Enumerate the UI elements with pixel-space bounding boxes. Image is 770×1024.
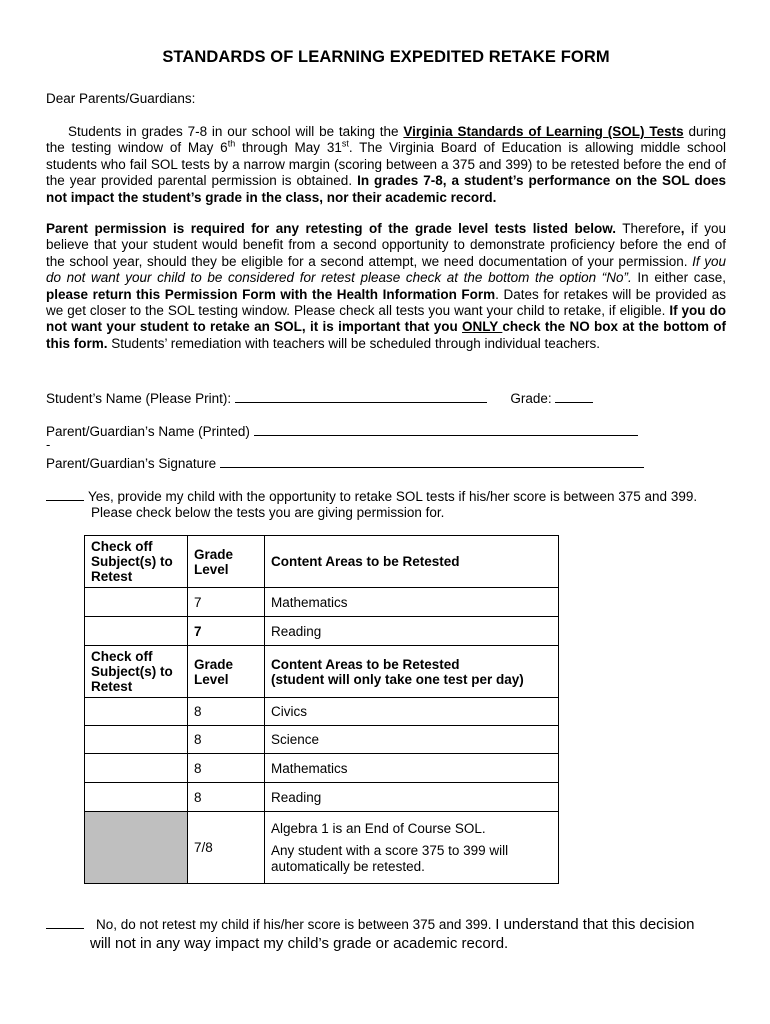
permission-text: if you believe that your student would benefit from a second opportunity to demonstrate proficiency before the end of the school year, should they be eligible for a second attempt, we need documentation of your permission. <box>46 221 726 269</box>
table-row <box>85 698 559 726</box>
grade-cell: 7 <box>188 588 265 617</box>
check-cell[interactable] <box>85 617 188 646</box>
no-option-subtext: will not in any way impact my child’s grade or academic record. <box>90 935 509 952</box>
table-row <box>85 783 559 812</box>
intro-text: . The Virginia Board of Education is allowing middle school students who fail SOL tests by a narrow margin (scoring between a 375 and 399) to be retested before the end of the year provided parental permission is obtained. <box>46 140 727 189</box>
check-cell[interactable] <box>85 726 188 754</box>
permission-text: In either case, <box>631 270 726 286</box>
content-cell: Mathematics <box>265 588 559 617</box>
grade-cell: 8 <box>188 754 265 783</box>
form-title: STANDARDS OF LEARNING EXPEDITED RETAKE FORM <box>162 48 610 66</box>
parent-signature-label: Parent/Guardian’s Signature <box>46 456 217 471</box>
grade-cell: 7/8 <box>188 812 265 884</box>
no-option-text-large: I understand that this decision <box>495 916 695 933</box>
only-emphasis: ONLY <box>462 319 503 335</box>
intro-text: during the testing window of May 6 <box>46 124 726 156</box>
check-cell[interactable] <box>85 698 188 726</box>
table-row <box>85 754 559 783</box>
parent-signature-row <box>46 455 644 471</box>
content-header <box>265 646 559 698</box>
algebra-note-line2: Any student with a score 375 to 399 will automatically be retested. <box>271 842 509 874</box>
grade-label: Grade: <box>510 391 552 406</box>
content-cell: Science <box>265 726 559 754</box>
intro-bold-text: In grades 7-8, a student’s performance on the SOL does not impact the student’s grade in the class, nor their academic record. <box>46 173 726 205</box>
permission-bold-text: If you do not want your student to retake an SOL, it is important that you <box>46 303 726 335</box>
algebra-note-cell <box>265 812 559 884</box>
student-name-row <box>46 390 593 406</box>
table-row <box>85 588 559 617</box>
content-cell: Reading <box>265 783 559 812</box>
check-cell[interactable] <box>85 783 188 812</box>
permission-text: Students’ remediation with teachers will be scheduled through individual teachers. <box>107 335 601 351</box>
grade-cell: 8 <box>188 783 265 812</box>
retest-subjects-table <box>84 535 559 884</box>
check-header: Check off Subject(s) to Retest <box>85 536 188 588</box>
content-header-title: Content Areas to be Retested <box>271 656 460 672</box>
student-name-label: Student’s Name (Please Print): <box>46 391 232 406</box>
intro-paragraph <box>46 124 726 206</box>
yes-checkbox-blank[interactable] <box>46 489 84 501</box>
check-cell[interactable] <box>85 754 188 783</box>
permission-bold-text: Parent permission is required for any retesting of the grade level tests listed below. <box>46 221 616 236</box>
content-cell: Civics <box>265 698 559 726</box>
permission-bold-text: please return this Permission Form with the Health Information Form <box>46 286 496 302</box>
grade-cell: 8 <box>188 726 265 754</box>
parent-name-row <box>46 423 638 439</box>
permission-text: Therefore <box>615 221 681 236</box>
no-checkbox-blank[interactable] <box>46 917 84 929</box>
parent-name-blank[interactable] <box>254 423 638 436</box>
table-row <box>85 726 559 754</box>
content-cell: Mathematics <box>265 754 559 783</box>
yes-option-text: Yes, provide my child with the opportunity to retake SOL tests if his/her score is between 375 and 399. <box>88 489 698 504</box>
algebra-note-line1: Algebra 1 is an End of Course SOL. <box>271 820 486 836</box>
parent-name-label: Parent/Guardian’s Name (Printed) <box>46 424 250 439</box>
table-row <box>85 617 559 646</box>
superscript: th <box>227 138 236 149</box>
permission-italic-text: If you do not want your child to be considered for retest please check at the bottom the option “No”. <box>46 253 726 286</box>
content-cell: Reading <box>265 617 559 646</box>
student-name-blank[interactable] <box>235 390 487 403</box>
yes-option <box>46 489 726 522</box>
permission-bold-text: check the NO box at the bottom of this form. <box>46 319 726 351</box>
grade-cell: 7 <box>188 617 265 646</box>
greeting: Dear Parents/Guardians: <box>46 91 196 106</box>
dash-mark: - <box>46 437 51 452</box>
intro-text: through May 31 <box>235 140 342 156</box>
content-header-note: (student will only take one test per day) <box>271 671 524 687</box>
grade-cell: 8 <box>188 698 265 726</box>
intro-text: Students in grades 7-8 in our school will be taking the <box>68 124 404 139</box>
permission-text: . Dates for retakes will be provided as we get closer to the SOL testing window. Please check all tests you want your child to retake, if eligible. <box>46 286 726 319</box>
permission-bold-text: , <box>680 221 685 236</box>
permission-paragraph <box>46 221 726 352</box>
check-header: Check off Subject(s) to Retest <box>85 646 188 698</box>
content-header: Content Areas to be Retested <box>265 536 559 588</box>
grade-header: Grade Level <box>188 646 265 698</box>
shaded-cell <box>85 812 188 884</box>
no-option-text: No, do not retest my child if his/her score is between 375 and 399. <box>96 917 492 932</box>
sol-tests-link-text: Virginia Standards of Learning (SOL) Tests <box>403 124 684 139</box>
no-option <box>46 915 736 953</box>
grade-header: Grade Level <box>188 536 265 588</box>
superscript: st <box>341 138 349 149</box>
yes-option-subtext: Please check below the tests you are giving permission for. <box>91 505 445 521</box>
parent-signature-blank[interactable] <box>220 455 644 468</box>
table-header-row <box>85 536 559 588</box>
check-cell[interactable] <box>85 588 188 617</box>
table-header-row <box>85 646 559 698</box>
algebra-row <box>85 812 559 884</box>
grade-blank[interactable] <box>555 390 593 403</box>
